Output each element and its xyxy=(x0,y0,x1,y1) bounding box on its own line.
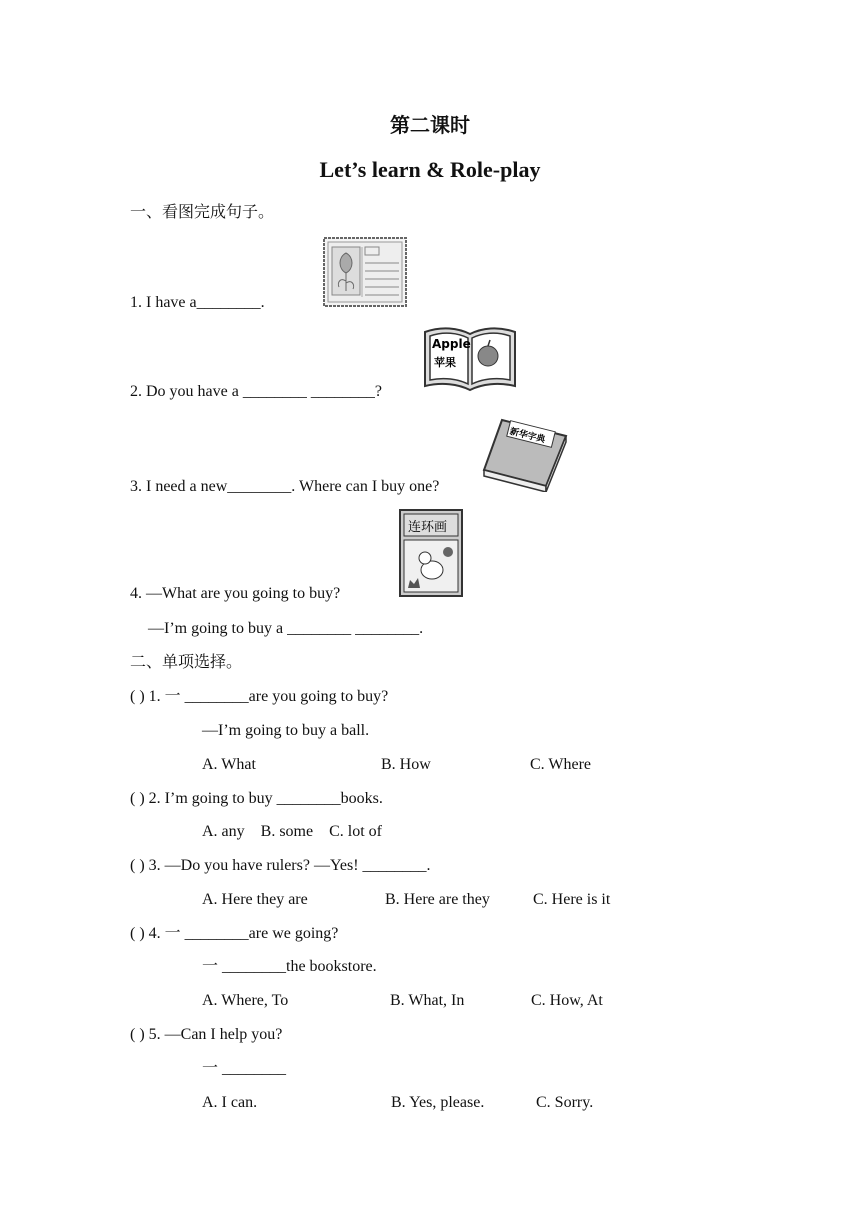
page-title: 第二课时 xyxy=(390,115,470,137)
mc-q2-options: A. any B. some C. lot of xyxy=(202,823,382,840)
dictionary-cn-text: 苹果 xyxy=(434,356,456,369)
mc-question-4-reply: 一 ________the bookstore. xyxy=(202,958,377,975)
mc-q3-option-c: C. Here is it xyxy=(533,891,611,908)
question-1-2: 2. Do you have a ________ ________? xyxy=(130,383,382,400)
page-subtitle: Let’s learn & Role-play xyxy=(319,157,541,182)
mc-question-2: ( ) 2. I’m going to buy ________books. xyxy=(130,790,383,807)
mc-question-1-reply: —I’m going to buy a ball. xyxy=(202,722,370,739)
postcard-picture xyxy=(323,237,407,307)
mc-q5-option-a: A. I can. xyxy=(202,1094,258,1111)
section1-heading: 一、看图完成句子。 xyxy=(130,204,275,221)
mc-question-5-reply: 一 ________ xyxy=(202,1060,287,1077)
question-1-4-answer: —I’m going to buy a ________ ________. xyxy=(148,620,424,637)
mc-q1-option-b: B. How xyxy=(381,756,431,773)
mc-q4-option-b: B. What, In xyxy=(390,992,465,1009)
mc-question-3: ( ) 3. —Do you have rulers? —Yes! ________. xyxy=(130,857,431,874)
mc-q1-option-c: C. Where xyxy=(530,756,592,773)
mc-q5-option-b: B. Yes, please. xyxy=(391,1094,485,1111)
question-1-4: 4. —What are you going to buy? xyxy=(130,585,341,602)
comic-book-picture xyxy=(398,508,464,598)
mc-question-1: ( ) 1. 一 ________are you going to buy? xyxy=(130,688,389,705)
mc-q3-option-b: B. Here are they xyxy=(385,891,490,908)
section2-heading: 二、单项选择。 xyxy=(130,654,243,671)
dictionary-apple-text: Apple xyxy=(432,337,471,351)
dictionary-picture xyxy=(422,326,518,394)
xinhua-title-text: 新华字典 xyxy=(508,426,547,446)
mc-question-4: ( ) 4. 一 ________are we going? xyxy=(130,925,339,942)
mc-q4-option-c: C. How, At xyxy=(531,992,603,1009)
comic-title-text: 连环画 xyxy=(408,520,448,535)
mc-q3-option-a: A. Here they are xyxy=(202,891,308,908)
mc-q5-option-c: C. Sorry. xyxy=(536,1094,594,1111)
mc-q1-option-a: A. What xyxy=(202,756,256,773)
mc-question-5: ( ) 5. —Can I help you? xyxy=(130,1026,283,1043)
question-1-1: 1. I have a________. xyxy=(130,294,265,311)
question-1-3: 3. I need a new________. Where can I buy one? xyxy=(130,478,440,495)
xinhua-dictionary-picture xyxy=(480,414,570,492)
mc-q4-option-a: A. Where, To xyxy=(202,992,289,1009)
